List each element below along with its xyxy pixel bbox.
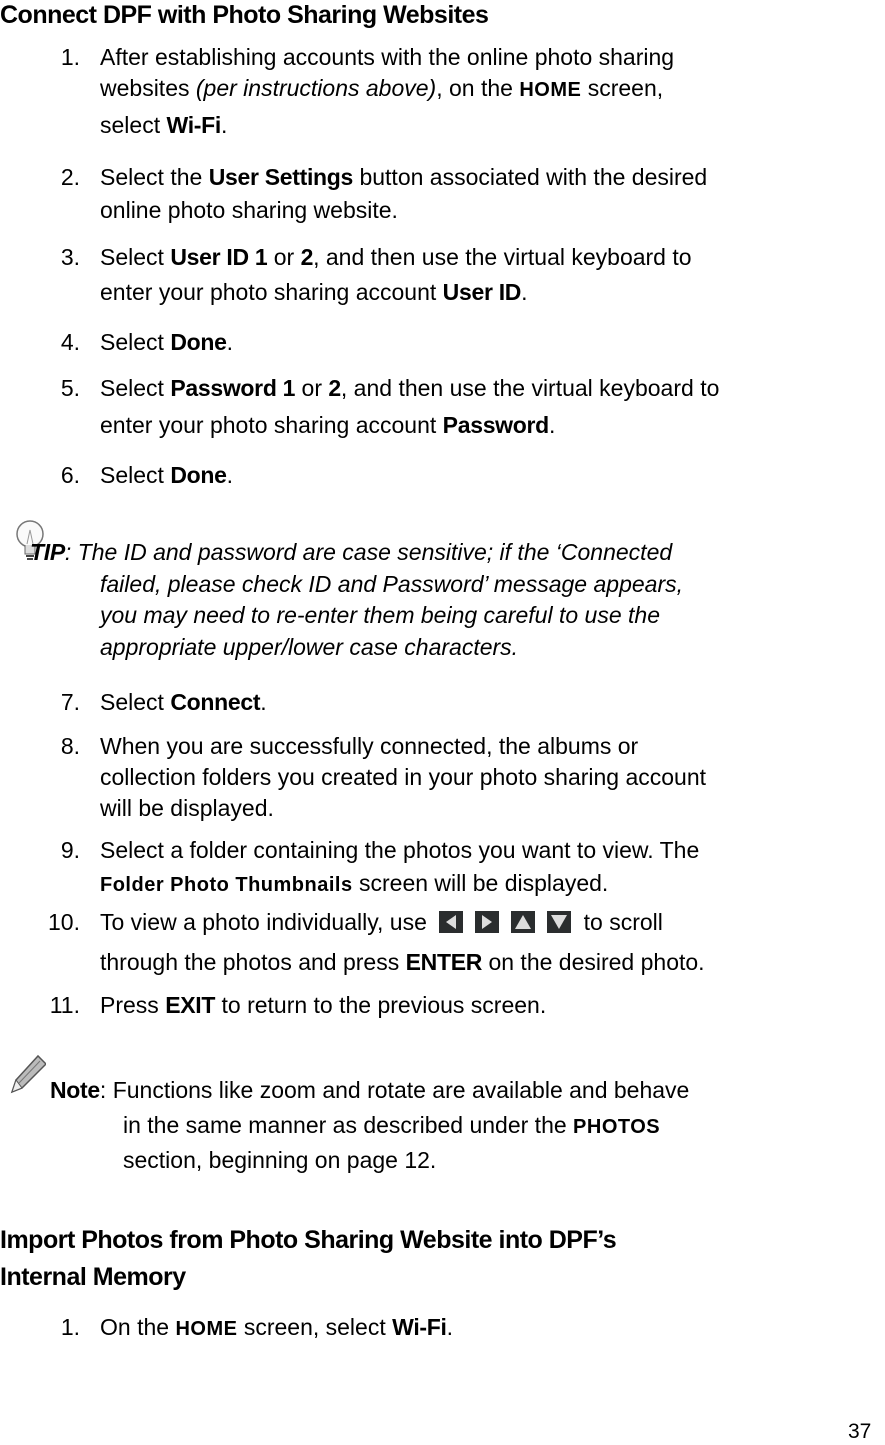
text-run: . [220, 112, 228, 138]
text-run: enter your photo sharing account [100, 412, 443, 438]
text-run: , and then use the virtual keyboard to [340, 375, 720, 401]
up-arrow-key-icon [511, 911, 535, 933]
text-run: through the photos and press [100, 949, 406, 975]
text-run: Wi-Fi [392, 1314, 447, 1340]
text-run: on the desired photo. [482, 949, 705, 975]
down-arrow-key-icon [547, 911, 571, 933]
text-run: Note [50, 1077, 100, 1103]
text-run: . [446, 1314, 454, 1340]
text-run: EXIT [165, 992, 216, 1018]
text-run: 2 [328, 375, 341, 401]
text-run: User Settings [208, 164, 354, 190]
step-text [100, 1312, 453, 1342]
text-run: : Functions like zoom and rotate are available and behave [99, 1077, 690, 1103]
step-text [100, 373, 719, 403]
step-text [100, 42, 674, 72]
step-number: 8. [60, 733, 80, 759]
text-run: Password [442, 412, 549, 438]
note-text [123, 1110, 660, 1140]
text-run: To view a photo individually, use [100, 909, 434, 935]
text-run: Select [100, 462, 171, 488]
step-number: 2. [60, 164, 80, 190]
tip-text: appropriate upper/lower case characters. [100, 634, 519, 660]
pencil-icon [6, 1052, 46, 1096]
step-text [100, 990, 546, 1020]
text-run: , and then use the virtual keyboard to [313, 244, 692, 270]
text-run: , on the [436, 75, 520, 101]
text-run: User ID 1 [170, 244, 268, 270]
text-run: Select [100, 244, 171, 270]
step-text: When you are successfully connected, the albums or [100, 733, 639, 759]
text-run: select [100, 112, 167, 138]
text-run: . [226, 462, 234, 488]
text-run: Select [100, 329, 171, 355]
step-text [100, 242, 692, 272]
page-number: 37 [848, 1420, 872, 1443]
text-run: websites [100, 75, 196, 101]
text-run: Done [170, 329, 227, 355]
text-run: button associated with the desired [353, 164, 708, 190]
step-number: 11. [49, 992, 80, 1018]
step-text [100, 277, 528, 307]
text-run: to return to the previous screen. [215, 992, 547, 1018]
step-number: 1. [60, 44, 80, 70]
text-run: ENTER [405, 949, 483, 975]
text-run: Select [100, 375, 171, 401]
text-run: enter your photo sharing account [100, 279, 443, 305]
step-text [100, 868, 608, 898]
step-text [100, 410, 555, 440]
text-run: Connect [170, 689, 261, 715]
text-run: in the same manner as described under the [123, 1112, 574, 1138]
text-run: Done [170, 462, 227, 488]
step-number: 7. [60, 689, 80, 715]
step-text [100, 460, 233, 490]
step-text: collection folders you created in your photo sharing account [100, 764, 707, 790]
text-run: or [267, 244, 301, 270]
text-run: 2 [300, 244, 314, 270]
text-run: (per instructions above) [195, 75, 437, 101]
text-run: . [226, 329, 234, 355]
text-run: After establishing accounts with the online photo sharing [100, 44, 675, 70]
step-number: 4. [60, 329, 80, 355]
text-run: On the [100, 1314, 176, 1340]
text-run: . [521, 279, 528, 305]
step-text [100, 907, 663, 937]
text-run: screen, select [237, 1314, 393, 1340]
section-heading: Connect DPF with Photo Sharing Websites [0, 1, 489, 29]
tip-text: failed, please check ID and Password’ message appears, [100, 571, 683, 597]
text-run: Folder Photo Thumbnails [100, 874, 353, 896]
tip-text: you may need to re-enter them being careful to use the [100, 602, 660, 628]
note-text [50, 1075, 689, 1105]
step-number: 3. [60, 244, 80, 270]
text-run: . [260, 689, 267, 715]
step-text [100, 195, 398, 225]
text-run: Wi-Fi [166, 112, 221, 138]
step-text [100, 110, 227, 140]
text-run: online photo sharing website. [100, 197, 398, 223]
text-run: TIP [30, 539, 65, 565]
text-run: : The ID and password are case sensitive; if the ‘Connected [64, 539, 673, 565]
note-text: section, beginning on page 12. [123, 1147, 437, 1173]
step-number: 10. [48, 909, 80, 935]
text-run: HOME [519, 79, 582, 101]
step-text: will be displayed. [100, 795, 274, 821]
text-run: to scroll [577, 909, 663, 935]
text-run: or [295, 375, 329, 401]
text-run: screen will be displayed. [352, 870, 609, 896]
step-number: 5. [60, 375, 80, 401]
step-text [100, 162, 707, 192]
step-number: 1. [60, 1314, 80, 1340]
tip-text [30, 537, 672, 567]
text-run: Select [100, 689, 171, 715]
step-number: 6. [60, 462, 80, 488]
text-run: Password 1 [170, 375, 296, 401]
section-heading: Internal Memory [0, 1263, 186, 1291]
text-run: PHOTOS [573, 1116, 661, 1138]
step-number: 9. [60, 837, 80, 863]
section-heading: Import Photos from Photo Sharing Website into DPF’s [0, 1226, 617, 1254]
text-run: HOME [175, 1318, 238, 1340]
step-text [100, 947, 705, 977]
text-run: screen, [581, 75, 664, 101]
step-text [100, 687, 267, 717]
right-arrow-key-icon [475, 911, 499, 933]
text-run: . [548, 412, 556, 438]
text-run: Select the [100, 164, 209, 190]
text-run: Press [100, 992, 166, 1018]
step-text: Select a folder containing the photos you want to view. The [100, 837, 700, 863]
step-text [100, 327, 233, 357]
text-run: User ID [442, 279, 522, 305]
left-arrow-key-icon [439, 911, 463, 933]
step-text [100, 73, 663, 103]
